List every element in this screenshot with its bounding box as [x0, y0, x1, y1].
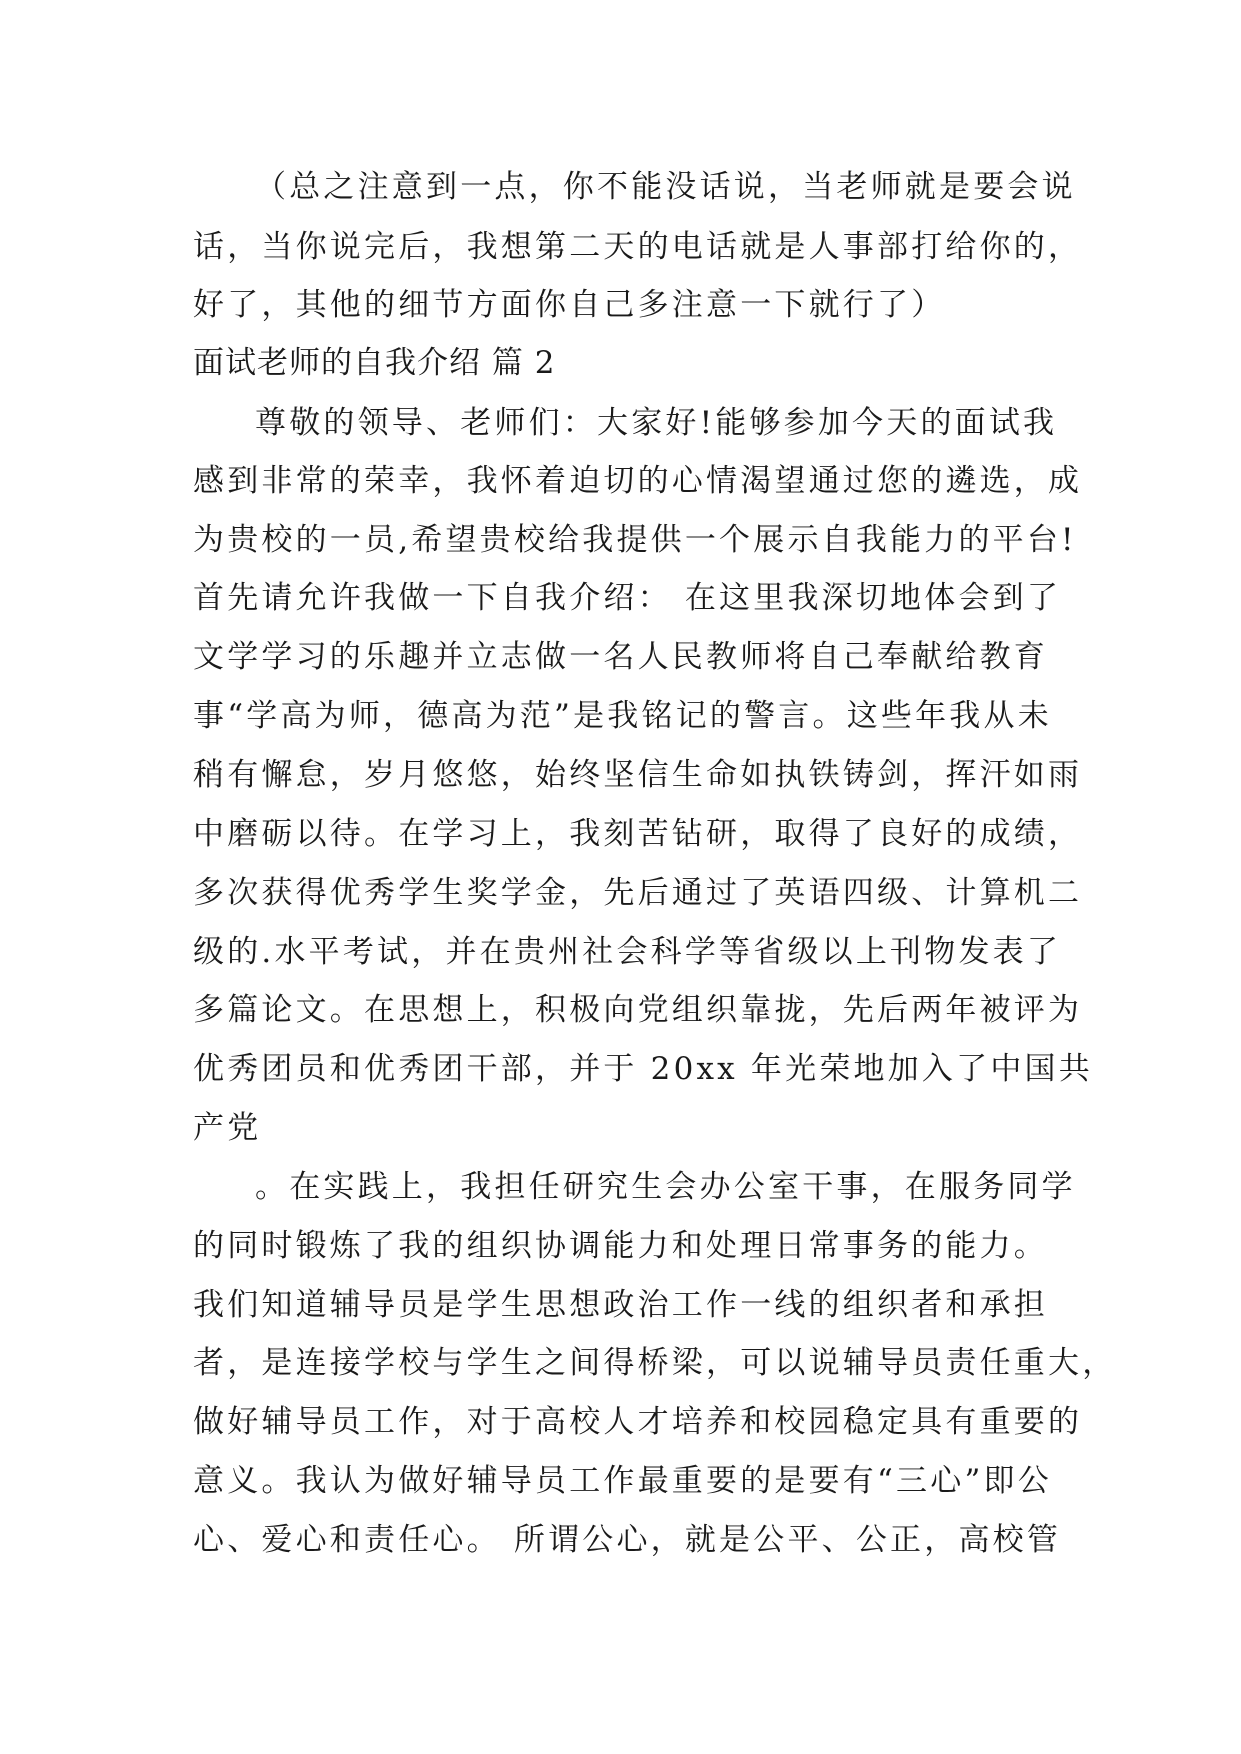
text-line: 级的.水平考试，并在贵州社会科学等省级以上刊物发表了 [193, 934, 1062, 970]
text-line: 尊敬的领导、老师们：大家好!能够参加今天的面试我 [255, 405, 1058, 441]
text-line: 。在实践上，我担任研究生会办公室干事，在服务同学 [255, 1169, 1076, 1205]
text-line: 为贵校的一员,希望贵校给我提供一个展示自我能力的平台! [193, 522, 1077, 558]
text-line: 好了，其他的细节方面你自己多注意一下就行了） [193, 287, 946, 323]
text-line: 我们知道辅导员是学生思想政治工作一线的组织者和承担 [193, 1287, 1048, 1323]
text-line: 事“学高为师，德高为范”是我铭记的警言。这些年我从未 [193, 698, 1052, 734]
text-line: 意义。我认为做好辅导员工作最重要的是要有“三心”即公 [193, 1463, 1052, 1499]
text-line: 文学学习的乐趣并立志做一名人民教师将自己奉献给教育 [193, 639, 1048, 675]
text-line: 的同时锻炼了我的组织协调能力和处理日常事务的能力。 [193, 1228, 1048, 1264]
text-line: 稍有懈怠，岁月悠悠，始终坚信生命如执铁铸剑，挥汗如雨 [193, 757, 1083, 793]
text-line: 多次获得优秀学生奖学金，先后通过了英语四级、计算机二 [193, 875, 1083, 911]
section-heading: 面试老师的自我介绍 篇 2 [193, 345, 556, 381]
text-line: 多篇论文。在思想上，积极向党组织靠拢，先后两年被评为 [193, 992, 1083, 1028]
text-line: 做好辅导员工作，对于高校人才培养和校园稳定具有重要的 [193, 1404, 1083, 1440]
text-line: 中磨砺以待。在学习上，我刻苦钻研，取得了良好的成绩， [193, 816, 1083, 852]
text-line: 感到非常的荣幸，我怀着迫切的心情渴望通过您的遴选，成 [193, 463, 1083, 499]
text-line: 首先请允许我做一下自我介绍： 在这里我深切地体会到了 [193, 580, 1062, 616]
text-line: （总之注意到一点，你不能没话说，当老师就是要会说 [255, 169, 1076, 205]
text-line: 心、爱心和责任心。 所谓公心，就是公平、公正，高校管 [193, 1522, 1062, 1558]
text-line: 产党 [193, 1110, 262, 1146]
text-line: 者，是连接学校与学生之间得桥梁，可以说辅导员责任重大， [193, 1345, 1117, 1381]
text-line: 话，当你说完后，我想第二天的电话就是人事部打给你的， [193, 229, 1083, 265]
text-line: 优秀团员和优秀团干部，并于 20xx 年光荣地加入了中国共 [193, 1051, 1093, 1087]
